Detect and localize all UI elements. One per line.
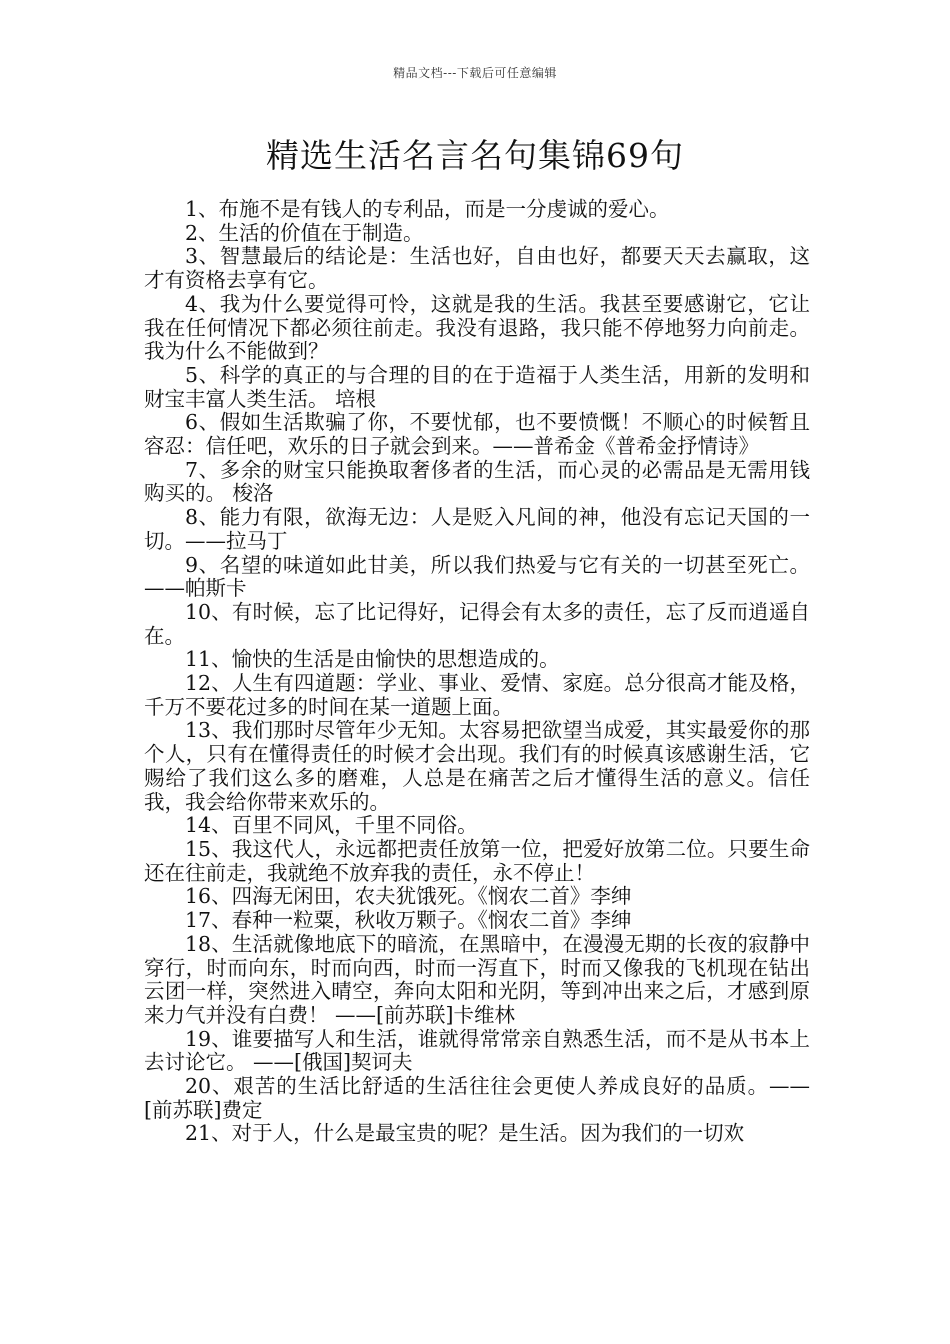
quote-paragraph: 9、名望的味道如此甘美，所以我们热爱与它有关的一切甚至死亡。——帕斯卡	[144, 552, 810, 601]
quote-paragraph: 2、生活的价值在于制造。	[185, 220, 424, 245]
quote-paragraph: 17、春种一粒粟，秋收万颗子。《悯农二首》李绅	[185, 908, 632, 933]
quote-paragraph: 18、生活就像地底下的暗流，在黑暗中，在漫漫无期的长夜的寂静中穿行，时而向东，时而向西，时而一泻直下，时而又像我的飞机现在钻出云团一样，突然进入晴空，奔向太阳和光阴，等到冲出来之后，才感到原来力气并没有白费！ ——[前苏联]卡维林	[144, 931, 810, 1027]
quote-paragraph: 5、科学的真正的与合理的目的在于造福于人类生活，用新的发明和财宝丰富人类生活。 培根	[144, 362, 810, 411]
quote-paragraph: 19、谁要描写人和生活，谁就得常常亲自熟悉生活，而不是从书本上去讨论它。 ——[俄国]契诃夫	[144, 1026, 810, 1075]
document-body	[144, 198, 810, 1146]
quote-paragraph: 8、能力有限，欲海无边：人是贬入凡间的神，他没有忘记天国的一切。——拉马丁	[144, 505, 810, 553]
quote-paragraph: 7、多余的财宝只能换取奢侈者的生活，而心灵的必需品是无需用钱购买的。 梭洛	[144, 457, 810, 506]
document-title: 精选生活名言名句集锦69句	[266, 136, 684, 175]
quote-paragraph: 10、有时候，忘了比记得好，记得会有太多的责任，忘了反而逍遥自在。	[144, 599, 810, 648]
quote-paragraph: 16、四海无闲田，农夫犹饿死。《悯农二首》李绅	[185, 884, 632, 909]
quote-paragraph: 6、假如生活欺骗了你，不要忧郁，也不要愤慨！不顺心的时候暂且容忍：信任吧，欢乐的日子就会到来。——普希金《普希金抒情诗》	[144, 410, 810, 459]
quote-paragraph: 12、人生有四道题：学业、事业、爱情、家庭。总分很高才能及格，千万不要花过多的时间在某一道题上面。	[144, 671, 810, 719]
quote-paragraph: 11、愉快的生活是由愉快的思想造成的。	[185, 647, 560, 672]
quote-paragraph: 21、对于人，什么是最宝贵的呢？是生活。因为我们的一切欢	[185, 1121, 745, 1146]
quote-paragraph: 20、艰苦的生活比舒适的生活往往会更使人养成良好的品质。——[前苏联]费定	[144, 1074, 810, 1122]
quote-paragraph: 15、我这代人，永远都把责任放第一位，把爱好放第二位。只要生命还在往前走，我就绝不放弃我的责任，永不停止！	[144, 836, 810, 885]
quote-paragraph: 4、我为什么要觉得可怜，这就是我的生活。我甚至要感谢它，它让我在任何情况下都必须往前走。我没有退路，我只能不停地努力向前走。我为什么不能做到？	[144, 291, 810, 364]
quote-paragraph: 14、百里不同风，千里不同俗。	[185, 813, 478, 838]
quote-paragraph: 1、布施不是有钱人的专利品，而是一分虔诚的爱心。	[185, 197, 670, 221]
quote-paragraph: 13、我们那时尽管年少无知。太容易把欲望当成爱，其实最爱你的那个人，只有在懂得责任的时候才会出现。我们有的时候真该感谢生活，它赐给了我们这么多的磨难，人总是在痛苦之后才懂得生活的意义。信任我，我会给你带来欢乐的。	[144, 718, 810, 814]
quote-paragraph: 3、智慧最后的结论是：生活也好，自由也好，都要天天去赢取，这才有资格去享有它。	[144, 244, 810, 293]
page-header: 精品文档---下载后可任意编辑	[393, 66, 557, 80]
